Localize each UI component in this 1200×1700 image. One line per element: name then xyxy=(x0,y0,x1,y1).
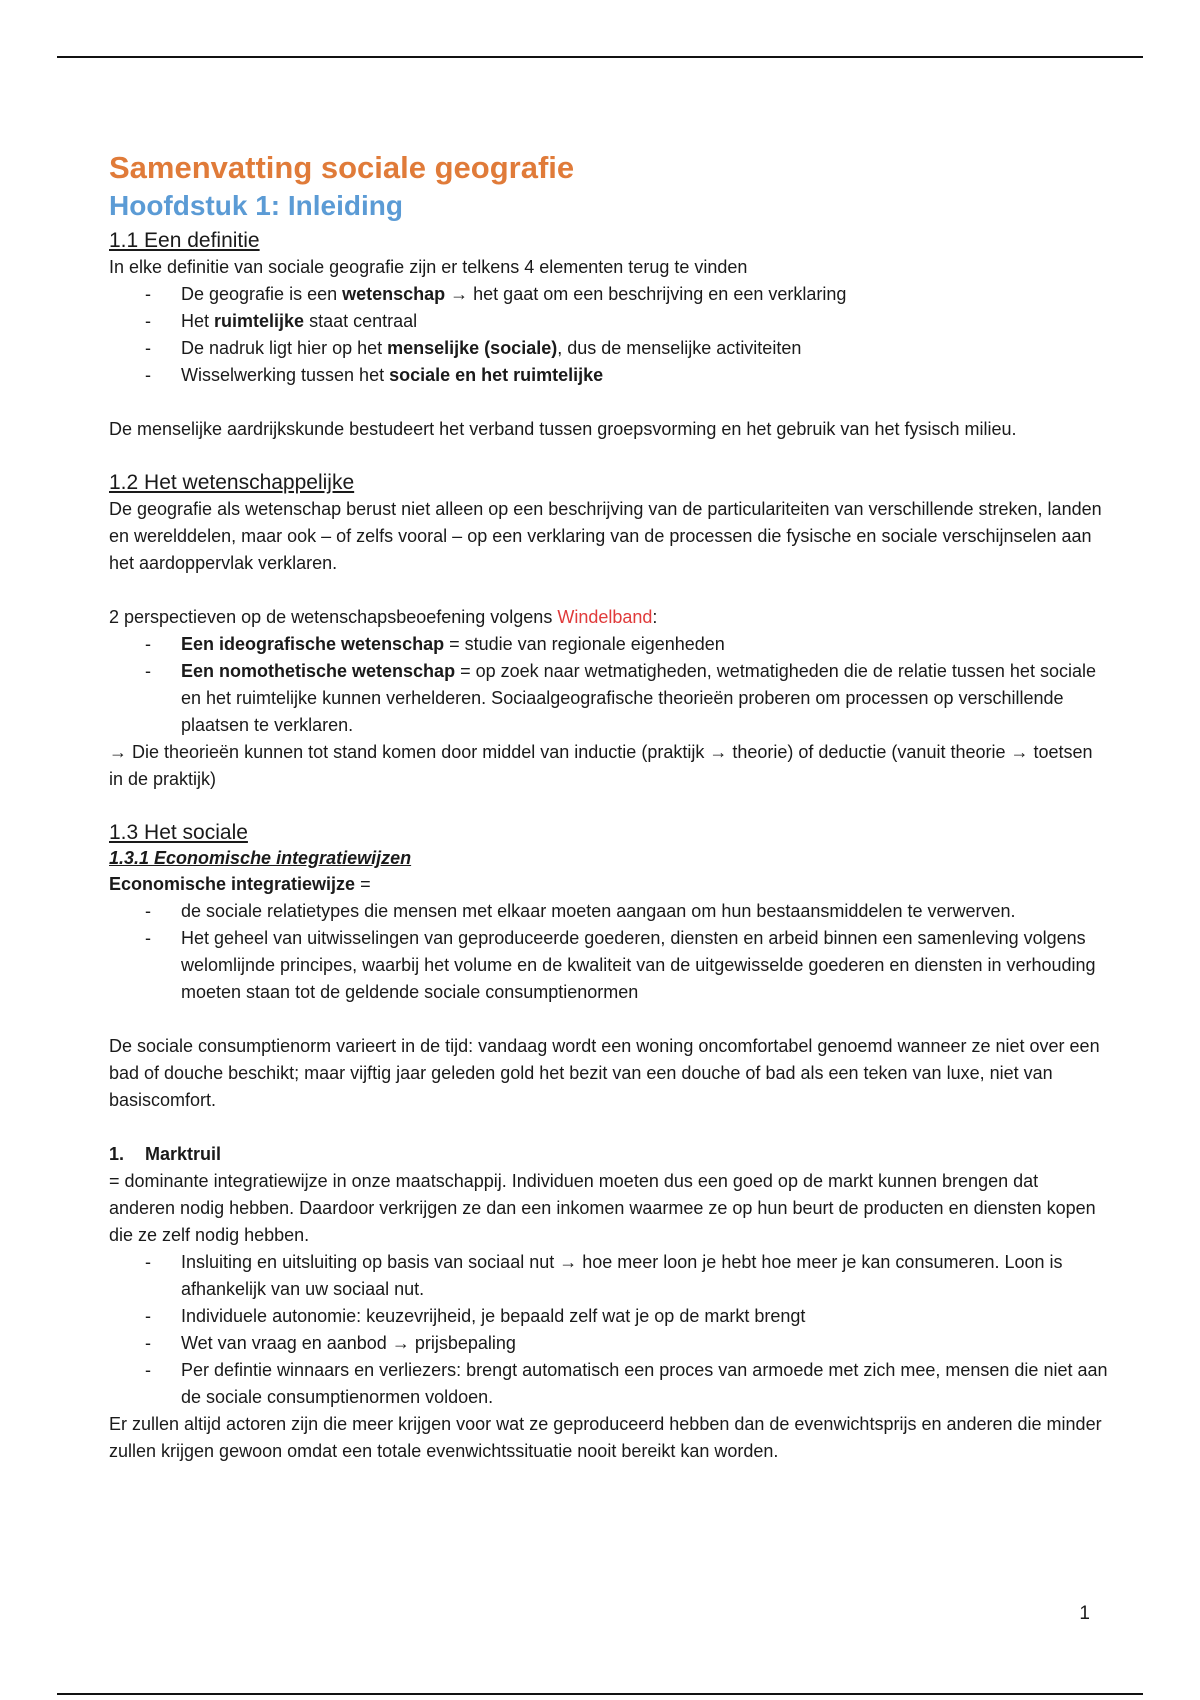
page-number: 1 xyxy=(1079,1603,1090,1624)
document-title: Samenvatting sociale geografie xyxy=(109,150,575,185)
list-item: - Per defintie winnaars en verliezers: brengt automatisch een proces van armoede met zich mee, mensen die niet aan de sociale consumptienormen voldoen. xyxy=(181,1357,1109,1411)
integration-list xyxy=(109,898,1109,1006)
chapter-heading: Hoofdstuk 1: Inleiding xyxy=(109,190,403,221)
windelband-name: Windelband xyxy=(557,607,653,627)
marktruil-list xyxy=(109,1249,1109,1411)
paragraph: = dominante integratiewijze in onze maatschappij. Individuen moeten dus een goed op de markt kunnen brengen dat anderen nodig hebben. Daardoor verkrijgen ze dan een inkomen waarmee ze op hun beurt de producten en diensten kopen die ze zelf nodig hebben. xyxy=(109,1171,1096,1245)
list-item: - Een nomothetische wetenschap = op zoek naar wetmatigheden, wetmatigheden die de relatie tussen het sociale en het ruimtelijke kunnen verhelderen. Sociaalgeografische theorieën proberen om processen op verschillende plaatsen te verklaren. xyxy=(181,658,1109,739)
paragraph: Er zullen altijd actoren zijn die meer krijgen voor wat ze geproduceerd hebben dan de evenwichtsprijs en anderen die minder zullen krijgen gewoon omdat een totale evenwichtssituatie nooit bereikt kan worden. xyxy=(109,1414,1102,1461)
list-item: - de sociale relatietypes die mensen met elkaar moeten aangaan om hun bestaansmiddelen te verwerven. xyxy=(181,898,1109,925)
definition-term: Economische integratiewijze = xyxy=(109,874,371,894)
subsection-heading-1-3-1: 1.3.1 Economische integratiewijzen xyxy=(109,848,412,868)
list-item: - Het geheel van uitwisselingen van geproduceerde goederen, diensten en arbeid binnen een samenleving volgens welomlijnde principes, waarbij het volume en de kwaliteit van de uitgewisselde goederen en diensten in verhouding moeten staan tot de geldende sociale consumptienormen xyxy=(181,925,1109,1006)
paragraph: De menselijke aardrijkskunde bestudeert het verband tussen groepsvorming en het gebruik van het fysisch milieu. xyxy=(109,419,1017,439)
list-item: - Individuele autonomie: keuzevrijheid, je bepaald zelf wat je op de markt brengt xyxy=(181,1303,1109,1330)
list-item: - Het ruimtelijke staat centraal xyxy=(181,308,1109,335)
header-rule xyxy=(57,56,1143,58)
perspectives-intro: 2 perspectieven op de wetenschapsbeoefening volgens Windelband: xyxy=(109,607,658,627)
list-item: - Wisselwerking tussen het sociale en het ruimtelijke xyxy=(181,362,1109,389)
list-item: - Wet van vraag en aanbod → prijsbepaling xyxy=(181,1330,1109,1357)
footer-rule xyxy=(57,1693,1143,1695)
list-item: - De nadruk ligt hier op het menselijke (sociale), dus de menselijke activiteiten xyxy=(181,335,1109,362)
section-1-1-intro: In elke definitie van sociale geografie zijn er telkens 4 elementen terug te vinden xyxy=(109,257,748,277)
list-item: - Een ideografische wetenschap = studie van regionale eigenheden xyxy=(181,631,1109,658)
paragraph: De geografie als wetenschap berust niet alleen op een beschrijving van de particulariteiten van verschillende streken, landen en werelddelen, maar ook – of zelfs vooral – op een verklaring van de processen die fysische en sociale verschijnselen aan het aardoppervlak verklaren. xyxy=(109,499,1102,573)
marktruil-heading: 1. Marktruil xyxy=(109,1144,222,1164)
paragraph: De sociale consumptienorm varieert in de tijd: vandaag wordt een woning oncomfortabel genoemd wanneer ze niet over een bad of douche beschikt; maar vijftig jaar geleden gold het bezit van een douche of bad als een teken van luxe, niet van basiscomfort. xyxy=(109,1036,1100,1110)
perspectives-list xyxy=(109,631,1109,739)
list-item: - Insluiting en uitsluiting op basis van sociaal nut → hoe meer loon je hebt hoe meer je kan consumeren. Loon is afhankelijk van uw sociaal nut. xyxy=(181,1249,1109,1303)
arrow-note: → Die theorieën kunnen tot stand komen door middel van inductie (praktijk → theorie) of deductie (vanuit theorie → toetsen in de praktijk) xyxy=(109,742,1093,789)
list-item: - De geografie is een wetenschap → het gaat om een beschrijving en een verklaring xyxy=(181,281,1109,308)
definition-list xyxy=(109,281,1109,389)
section-heading-1-1: 1.1 Een definitie xyxy=(109,229,260,252)
document-body xyxy=(109,148,1109,1465)
section-heading-1-3: 1.3 Het sociale xyxy=(109,821,248,844)
section-heading-1-2: 1.2 Het wetenschappelijke xyxy=(109,471,355,494)
